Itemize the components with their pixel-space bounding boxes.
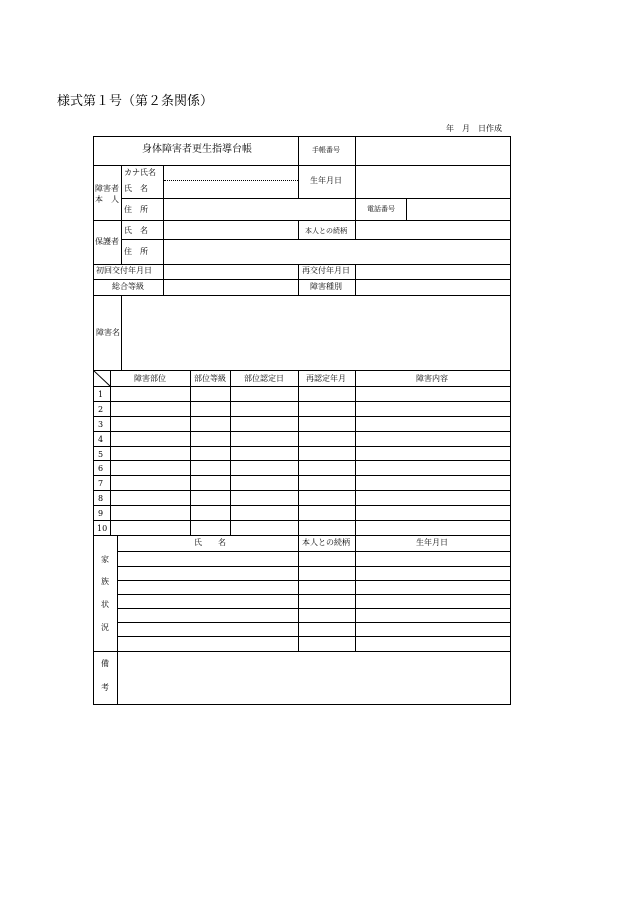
- table-border: [93, 704, 511, 705]
- col-line: [110, 370, 111, 536]
- col-disability-part: 障害部位: [134, 374, 166, 383]
- col-line: [121, 295, 122, 371]
- row-line: [93, 165, 511, 166]
- row-line: [121, 198, 511, 199]
- row-line: [93, 295, 511, 296]
- table-border: [93, 136, 511, 137]
- table-border: [510, 136, 511, 705]
- row-line: [121, 239, 511, 240]
- guardian-group-label: 保護者: [95, 237, 119, 246]
- person-address-field[interactable]: [164, 199, 356, 220]
- col-line: [298, 535, 299, 652]
- row-line: [93, 416, 511, 417]
- col-line: [163, 165, 164, 296]
- form-title: 様式第１号（第２条関係）: [57, 94, 214, 109]
- guardian-name-label: 氏 名: [124, 226, 148, 235]
- dotted-divider: [164, 180, 298, 181]
- col-line: [355, 264, 356, 296]
- col-line: [230, 370, 231, 536]
- row-number: 3: [98, 420, 104, 429]
- guardian-address-label: 住 所: [124, 247, 148, 256]
- family-label-char: 族: [101, 577, 109, 586]
- reissue-field[interactable]: [356, 265, 510, 279]
- row-line: [93, 386, 511, 387]
- row-number: 4: [98, 435, 104, 444]
- date-created: 年 月 日作成: [446, 124, 502, 133]
- row-line: [93, 490, 511, 491]
- row-line: [117, 566, 511, 567]
- row-line: [93, 279, 511, 280]
- col-line: [355, 535, 356, 652]
- remarks-field[interactable]: [117, 652, 510, 704]
- row-number: 10: [97, 524, 108, 533]
- guardian-name-field[interactable]: [164, 221, 298, 239]
- row-line: [93, 475, 511, 476]
- family-col-birthdate: 生年月日: [416, 538, 448, 547]
- first-issue-field[interactable]: [164, 265, 298, 279]
- diagonal-corner-line: [93, 370, 111, 387]
- col-line: [117, 535, 118, 705]
- family-label-char: 況: [101, 623, 109, 632]
- col-line: [355, 370, 356, 536]
- person-group-label-2: 本 人: [95, 195, 119, 204]
- kana-name-label: カナ氏名: [124, 168, 156, 177]
- overall-grade-label: 総合等級: [112, 282, 144, 291]
- row-line: [93, 370, 511, 371]
- row-line: [93, 431, 511, 432]
- col-line: [406, 198, 407, 220]
- row-line: [93, 535, 511, 536]
- row-line: [93, 446, 511, 447]
- handbook-number-field[interactable]: [356, 137, 510, 165]
- row-line: [117, 636, 511, 637]
- disability-name-label: 障害名: [96, 328, 120, 337]
- col-line: [355, 136, 356, 240]
- row-line: [93, 220, 511, 221]
- row-number: 8: [98, 494, 104, 503]
- handbook-number-label: 手帳番号: [312, 146, 340, 154]
- disability-type-field[interactable]: [356, 280, 510, 295]
- row-line: [117, 608, 511, 609]
- col-line: [298, 370, 299, 536]
- kana-name-field[interactable]: [164, 166, 298, 180]
- row-line: [117, 551, 511, 552]
- col-line: [298, 264, 299, 296]
- family-label-char: 状: [101, 600, 109, 609]
- row-line: [93, 520, 511, 521]
- row-number: 5: [98, 450, 104, 459]
- row-number: 7: [98, 479, 104, 488]
- row-line: [93, 401, 511, 402]
- first-issue-label: 初回交付年月日: [96, 266, 152, 275]
- remarks-label-char: 備: [101, 659, 109, 668]
- phone-label: 電話番号: [367, 205, 395, 213]
- row-number: 6: [98, 464, 104, 473]
- col-line: [298, 136, 299, 199]
- col-disability-content: 障害内容: [416, 374, 448, 383]
- row-line: [117, 594, 511, 595]
- col-part-grade: 部位等級: [194, 374, 226, 383]
- row-line: [117, 580, 511, 581]
- birthdate-label: 生年月日: [310, 176, 342, 185]
- row-line: [117, 622, 511, 623]
- birthdate-field[interactable]: [356, 166, 510, 197]
- row-line: [93, 264, 511, 265]
- person-group-label-1: 障害者: [95, 184, 119, 193]
- ledger-title: 身体障害者更生指導台帳: [142, 144, 252, 155]
- person-name-field[interactable]: [164, 181, 298, 197]
- col-recert-month: 再認定年月: [306, 374, 346, 383]
- col-part-cert-date: 部位認定日: [244, 374, 284, 383]
- row-number: 2: [98, 405, 104, 414]
- family-col-relationship: 本人との続柄: [302, 538, 350, 547]
- row-line: [93, 505, 511, 506]
- guardian-address-field[interactable]: [164, 240, 510, 264]
- reissue-label: 再交付年月日: [302, 266, 350, 275]
- person-address-label: 住 所: [124, 205, 148, 214]
- disability-type-label: 障害種別: [310, 282, 342, 291]
- col-line: [298, 220, 299, 240]
- disability-name-field[interactable]: [122, 296, 510, 370]
- table-border: [93, 136, 94, 705]
- row-number: 9: [98, 509, 104, 518]
- col-line: [121, 165, 122, 265]
- family-col-name: 氏 名: [194, 538, 226, 547]
- relationship-field[interactable]: [356, 221, 510, 239]
- col-line: [190, 370, 191, 536]
- person-name-label: 氏 名: [124, 184, 148, 193]
- phone-field[interactable]: [407, 199, 510, 220]
- row-number: 1: [98, 390, 104, 399]
- row-line: [93, 460, 511, 461]
- remarks-label-char: 考: [101, 683, 109, 692]
- relationship-label: 本人との続柄: [305, 227, 347, 235]
- overall-grade-field[interactable]: [164, 280, 298, 295]
- row-line: [93, 651, 511, 652]
- family-label-char: 家: [101, 555, 109, 564]
